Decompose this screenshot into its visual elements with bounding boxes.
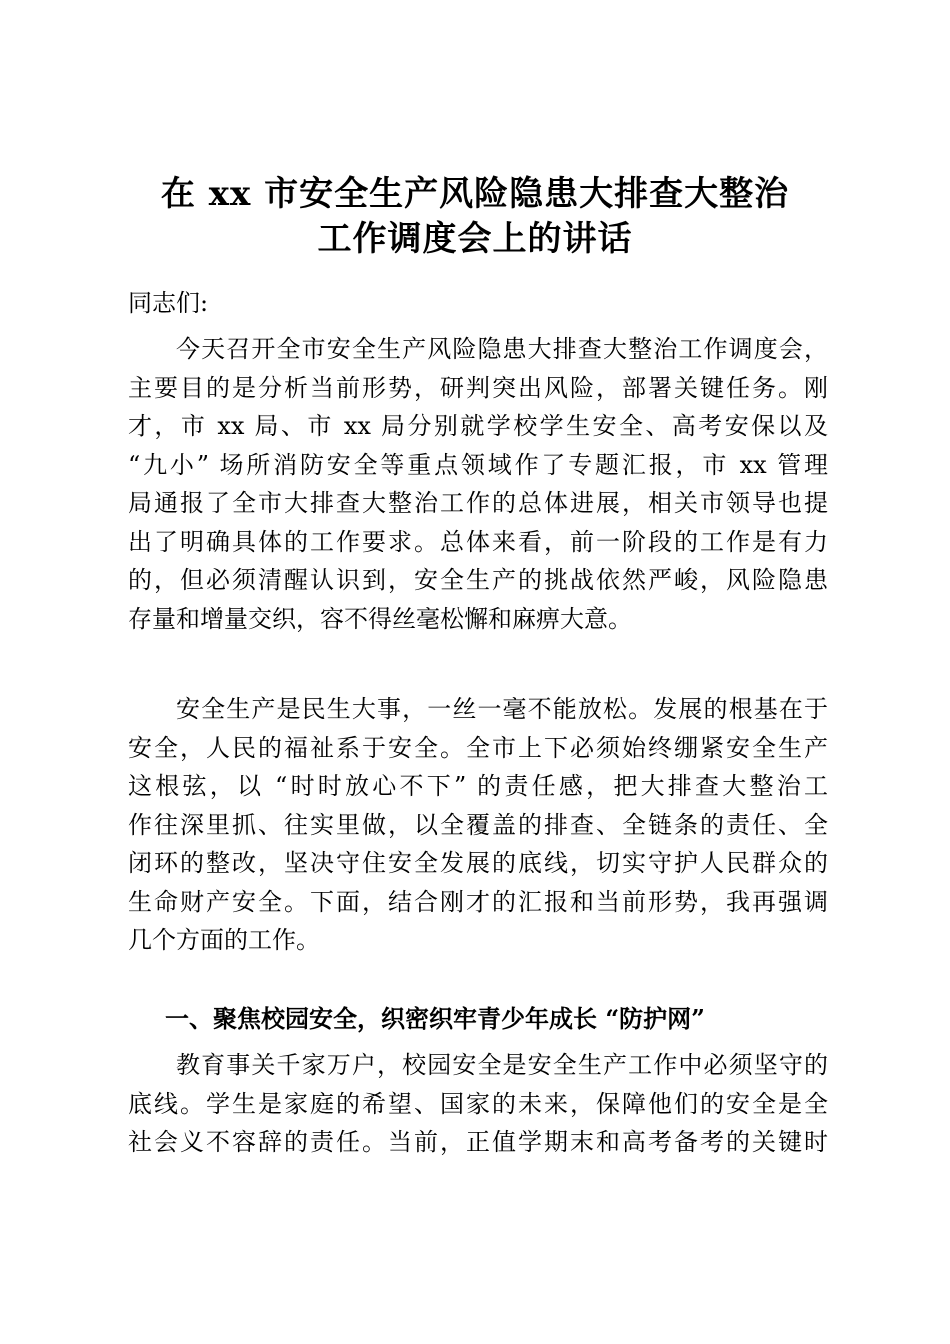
paragraph-line: 这根弦，以 “时时放心不下” 的责任感，把大排查大整治工: [128, 772, 828, 800]
paragraph-line: 局通报了全市大排查大整治工作的总体进展，相关市领导也提: [128, 489, 828, 517]
paragraph-line: 社会义不容辞的责任。当前，正值学期末和高考备考的关键时: [128, 1128, 828, 1156]
paragraph-2: [128, 690, 828, 960]
paragraph-line: 底线。学生是家庭的希望、国家的未来，保障他们的安全是全: [128, 1089, 828, 1118]
paragraph-line: 的，但必须清醒认识到，安全生产的挑战依然严峻，风险隐患: [128, 566, 828, 594]
paragraph-line: 才，市 xx 局、市 xx 局分别就学校学生安全、高考安保以及: [128, 412, 828, 440]
paragraph-line: 生命财产安全。下面，结合刚才的汇报和当前形势，我再强调: [128, 887, 828, 916]
paragraph-line: “九小” 场所消防安全等重点领域作了专题汇报，市 xx 管理: [128, 450, 828, 479]
section-heading-1: 一、聚焦校园安全，织密织牢青少年成长 “防护网”: [165, 1004, 705, 1033]
paragraph-line: 出了明确具体的工作要求。总体来看，前一阶段的工作是有力: [128, 527, 828, 556]
paragraph-line: 闭环的整改，坚决守住安全发展的底线，切实守护人民群众的: [128, 849, 828, 877]
paragraph-3: [128, 1046, 828, 1162]
document-title-line2: 工作调度会上的讲话: [317, 219, 633, 259]
greeting: 同志们:: [128, 289, 209, 317]
document-title-line1: 在 xx 市安全生产风险隐患大排查大整治: [160, 174, 790, 214]
paragraph-line: 安全生产是民生大事，一丝一毫不能放松。发展的根基在于: [176, 695, 828, 723]
paragraph-line: 今天召开全市安全生产风险隐患大排查大整治工作调度会，: [176, 335, 828, 363]
paragraph-line: 存量和增量交织，容不得丝毫松懈和麻痹大意。: [128, 604, 632, 633]
paragraph-line: 几个方面的工作。: [128, 926, 320, 954]
paragraph-line: 作往深里抓、往实里做，以全覆盖的排查、全链条的责任、全: [128, 810, 828, 839]
paragraph-line: 主要目的是分析当前形势，研判突出风险，部署关键任务。刚: [128, 373, 828, 402]
paragraph-line: 教育事关千家万户，校园安全是安全生产工作中必须坚守的: [176, 1051, 828, 1079]
paragraph-line: 安全，人民的福祉系于安全。全市上下必须始终绷紧安全生产: [128, 733, 828, 762]
paragraph-1: [128, 330, 828, 638]
